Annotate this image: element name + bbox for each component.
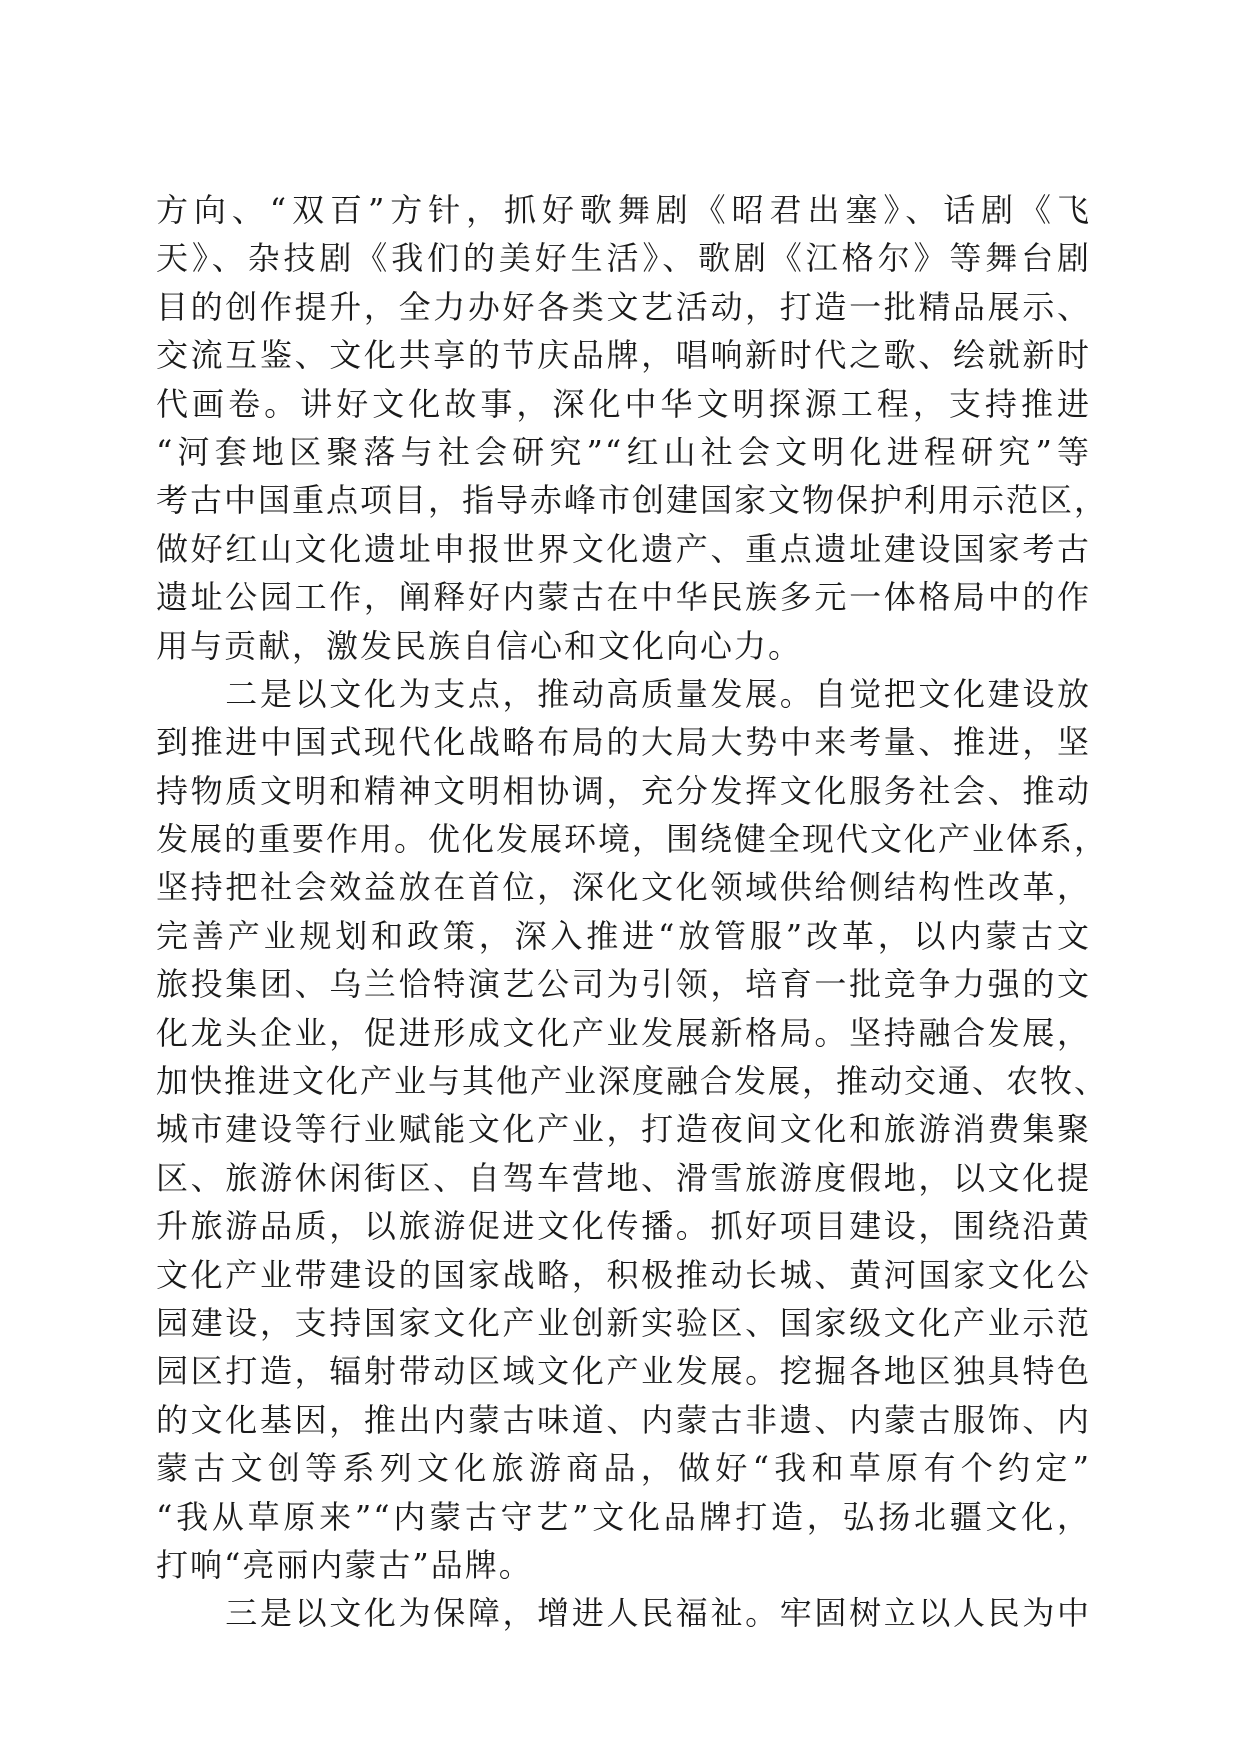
text-line: 坚持把社会效益放在首位，深化文化领域供给侧结构性改革，	[156, 868, 1091, 907]
text-line: 发展的重要作用。优化发展环境，围绕健全现代文化产业体系，	[156, 820, 1109, 859]
text-line: 蒙古文创等系列文化旅游商品，做好“我和草原有个约定”	[156, 1449, 1091, 1488]
text-line: “河套地区聚落与社会研究”“红山社会文明化进程研究”等	[156, 432, 1091, 471]
text-line: 遗址公园工作，阐释好内蒙古在中华民族多元一体格局中的作	[156, 578, 1091, 617]
body-text	[156, 186, 1109, 1638]
text-line: 用与贡献，激发民族自信心和文化向心力。	[156, 626, 803, 665]
text-line: 到推进中国式现代化战略布局的大局大势中来考量、推进，坚	[156, 723, 1091, 762]
text-line: 升旅游品质，以旅游促进文化传播。抓好项目建设，围绕沿黄	[156, 1207, 1091, 1246]
text-line: 加快推进文化产业与其他产业深度融合发展，推动交通、农牧、	[156, 1062, 1109, 1101]
text-line: 打响“亮丽内蒙古”品牌。	[156, 1545, 533, 1584]
text-line: 化龙头企业，促进形成文化产业发展新格局。坚持融合发展，	[156, 1013, 1091, 1052]
text-line: 考古中国重点项目，指导赤峰市创建国家文物保护利用示范区，	[156, 481, 1109, 520]
text-line: 区、旅游休闲街区、自驾车营地、滑雪旅游度假地，以文化提	[156, 1158, 1091, 1197]
text-line: 园区打造，辐射带动区域文化产业发展。挖掘各地区独具特色	[156, 1352, 1091, 1391]
text-line: 二是以文化为支点，推动高质量发展。自觉把文化建设放	[156, 674, 1091, 713]
text-line: 城市建设等行业赋能文化产业，打造夜间文化和旅游消费集聚	[156, 1110, 1091, 1149]
text-line: 园建设，支持国家文化产业创新实验区、国家级文化产业示范	[156, 1303, 1091, 1342]
text-line: 做好红山文化遗址申报世界文化遗产、重点遗址建设国家考古	[156, 529, 1091, 568]
text-line: “我从草原来”“内蒙古守艺”文化品牌打造，弘扬北疆文化，	[156, 1497, 1091, 1536]
text-line: 旅投集团、乌兰恰特演艺公司为引领，培育一批竞争力强的文	[156, 965, 1091, 1004]
text-line: 文化产业带建设的国家战略，积极推动长城、黄河国家文化公	[156, 1255, 1091, 1294]
text-line: 目的创作提升，全力办好各类文艺活动，打造一批精品展示、	[156, 287, 1091, 326]
text-line: 的文化基因，推出内蒙古味道、内蒙古非遗、内蒙古服饰、内	[156, 1400, 1091, 1439]
text-line: 交流互鉴、文化共享的节庆品牌，唱响新时代之歌、绘就新时	[156, 336, 1091, 375]
text-line: 完善产业规划和政策，深入推进“放管服”改革，以内蒙古文	[156, 916, 1091, 955]
text-line: 代画卷。讲好文化故事，深化中华文明探源工程，支持推进	[156, 384, 1091, 423]
text-line: 持物质文明和精神文明相协调，充分发挥文化服务社会、推动	[156, 771, 1091, 810]
text-line: 方向、“双百”方针，抓好歌舞剧《昭君出塞》、话剧《飞	[156, 191, 1091, 229]
text-line: 天》、杂技剧《我们的美好生活》、歌剧《江格尔》等舞台剧	[156, 239, 1091, 278]
text-line: 三是以文化为保障，增进人民福祉。牢固树立以人民为中	[156, 1594, 1091, 1633]
